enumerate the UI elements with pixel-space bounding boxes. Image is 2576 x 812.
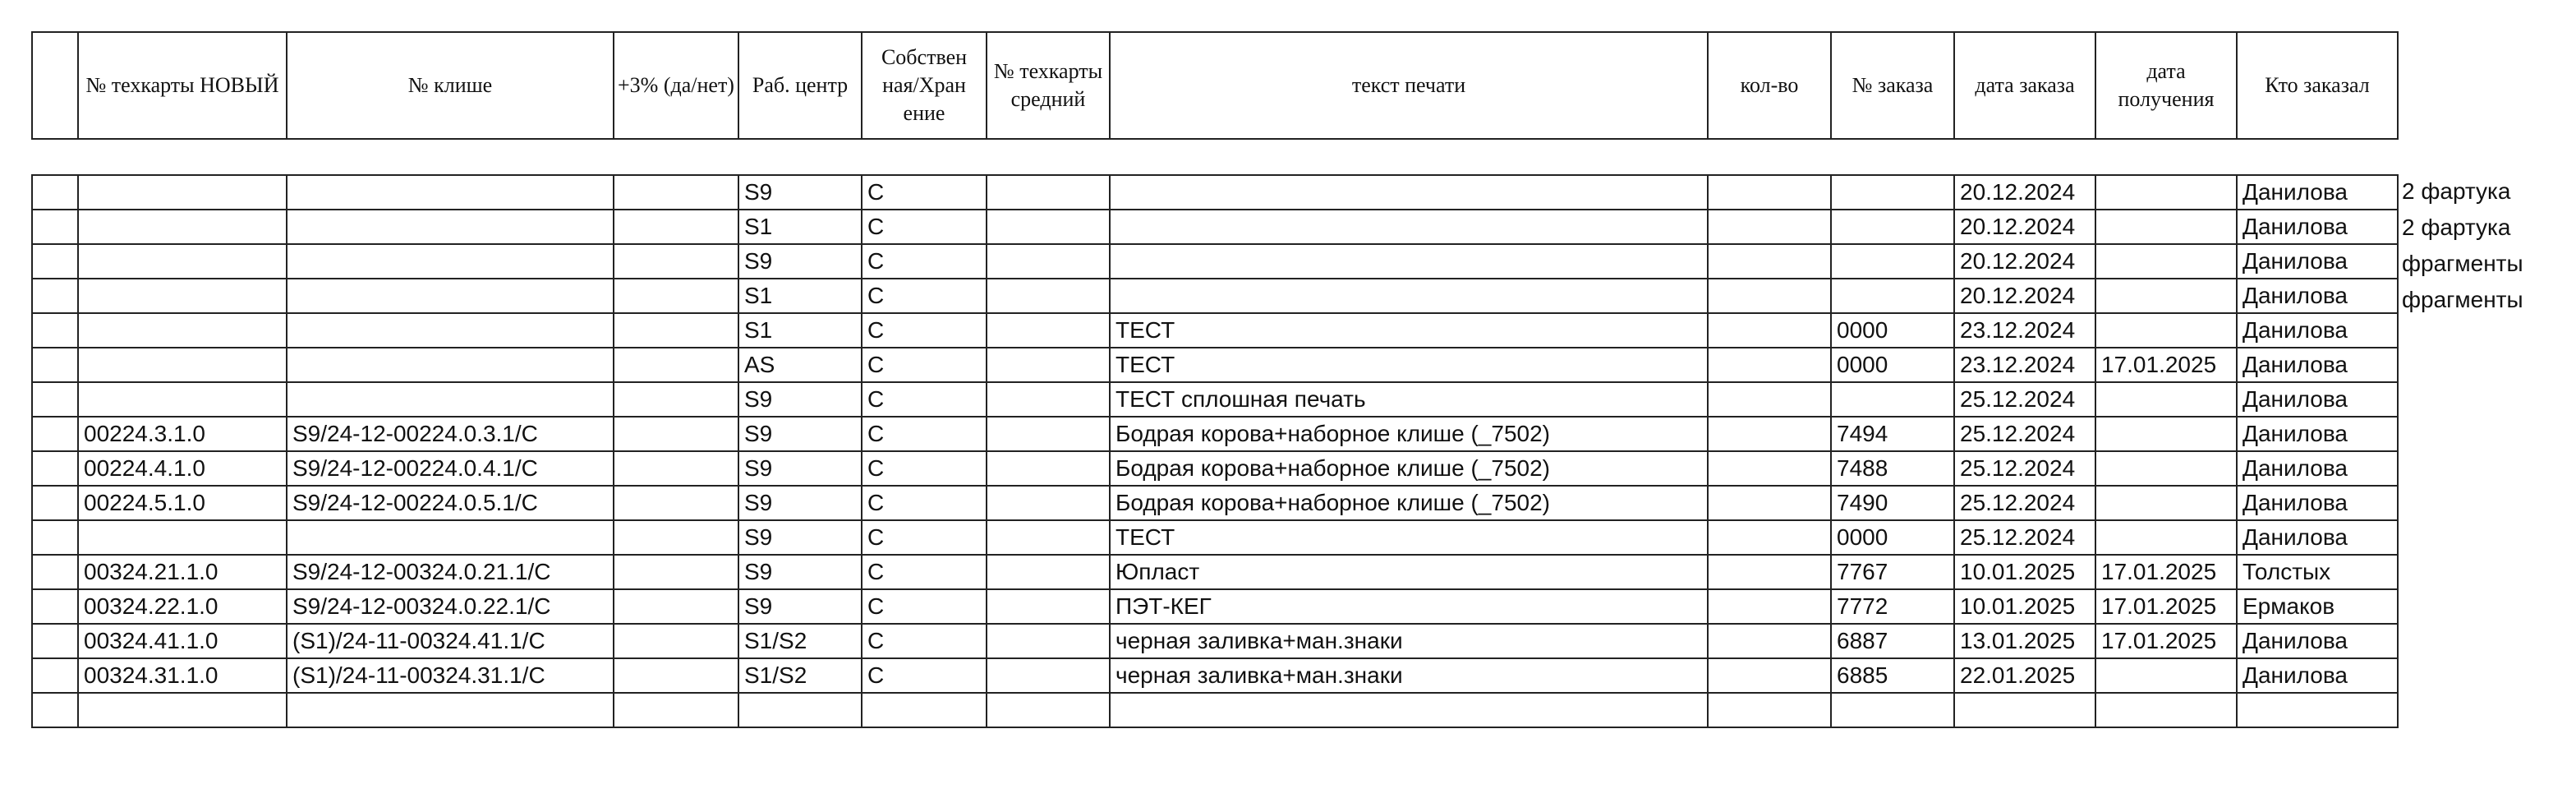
row-marker-cell xyxy=(32,279,78,313)
techcard-mid-cell xyxy=(987,520,1110,555)
quantity-cell xyxy=(1708,348,1831,382)
ownership-cell: C xyxy=(862,279,987,313)
quantity-cell xyxy=(1708,175,1831,210)
quantity-cell xyxy=(1708,279,1831,313)
order-number-cell xyxy=(1831,175,1954,210)
ownership-cell: C xyxy=(862,348,987,382)
ordered-by-cell: Толстых xyxy=(2237,555,2398,589)
cliche-cell: S9/24-12-00224.0.4.1/C xyxy=(287,451,614,486)
techcard-cell: 00324.41.1.0 xyxy=(78,624,287,658)
ownership-cell: C xyxy=(862,244,987,279)
quantity-cell xyxy=(1708,658,1831,693)
work-center-cell: S9 xyxy=(738,589,862,624)
techcard-cell: 00224.3.1.0 xyxy=(78,417,287,451)
work-center-cell: S1 xyxy=(738,313,862,348)
ownership-cell: C xyxy=(862,451,987,486)
row-marker-cell xyxy=(32,486,78,520)
plus3-cell xyxy=(614,244,738,279)
ordered-by-cell: Данилова xyxy=(2237,451,2398,486)
ordered-by-cell: Ермаков xyxy=(2237,589,2398,624)
quantity-cell xyxy=(1708,313,1831,348)
table-row xyxy=(32,624,2398,658)
techcard-mid-cell xyxy=(987,417,1110,451)
ownership-cell: C xyxy=(862,417,987,451)
quantity-cell xyxy=(1708,382,1831,417)
quantity-cell xyxy=(1708,693,1831,727)
order-date-cell: 25.12.2024 xyxy=(1954,382,2095,417)
plus3-cell xyxy=(614,520,738,555)
column-header-quantity: кол-во xyxy=(1708,32,1831,139)
ordered-by-cell: Данилова xyxy=(2237,520,2398,555)
row-note: 2 фартука xyxy=(2402,215,2511,240)
techcard-cell xyxy=(78,382,287,417)
quantity-cell xyxy=(1708,244,1831,279)
print-text-cell: черная заливка+ман.знаки xyxy=(1110,658,1708,693)
techcard-mid-cell xyxy=(987,279,1110,313)
row-marker-cell xyxy=(32,210,78,244)
order-date-cell: 10.01.2025 xyxy=(1954,589,2095,624)
ordered-by-cell: Данилова xyxy=(2237,175,2398,210)
order-number-cell: 7488 xyxy=(1831,451,1954,486)
ownership-cell: C xyxy=(862,555,987,589)
work-center-cell: S1 xyxy=(738,279,862,313)
cliche-cell xyxy=(287,693,614,727)
table-row xyxy=(32,244,2398,279)
table-row xyxy=(32,210,2398,244)
work-center-cell: S9 xyxy=(738,417,862,451)
ordered-by-cell: Данилова xyxy=(2237,624,2398,658)
row-marker-cell xyxy=(32,417,78,451)
column-header-work-center: Раб. центр xyxy=(738,32,862,139)
quantity-cell xyxy=(1708,555,1831,589)
ordered-by-cell: Данилова xyxy=(2237,210,2398,244)
order-number-cell: 0000 xyxy=(1831,313,1954,348)
receive-date-cell xyxy=(2095,658,2237,693)
plus3-cell xyxy=(614,417,738,451)
techcard-mid-cell xyxy=(987,313,1110,348)
order-number-cell xyxy=(1831,382,1954,417)
ownership-cell: C xyxy=(862,624,987,658)
receive-date-cell xyxy=(2095,279,2237,313)
row-marker-cell xyxy=(32,244,78,279)
techcard-cell xyxy=(78,175,287,210)
table-row xyxy=(32,589,2398,624)
table-row xyxy=(32,486,2398,520)
orders-table xyxy=(31,174,2399,728)
cliche-cell xyxy=(287,520,614,555)
techcard-cell xyxy=(78,279,287,313)
techcard-mid-cell xyxy=(987,382,1110,417)
order-date-cell: 25.12.2024 xyxy=(1954,417,2095,451)
receive-date-cell xyxy=(2095,693,2237,727)
print-text-cell: Юпласт xyxy=(1110,555,1708,589)
order-number-cell xyxy=(1831,693,1954,727)
row-marker-cell xyxy=(32,451,78,486)
cliche-cell: S9/24-12-00324.0.21.1/C xyxy=(287,555,614,589)
plus3-cell xyxy=(614,589,738,624)
row-note: фрагменты xyxy=(2402,287,2523,312)
quantity-cell xyxy=(1708,624,1831,658)
plus3-cell xyxy=(614,486,738,520)
ownership-cell: C xyxy=(862,210,987,244)
order-date-cell: 10.01.2025 xyxy=(1954,555,2095,589)
order-number-cell: 7772 xyxy=(1831,589,1954,624)
techcard-cell xyxy=(78,313,287,348)
table-row xyxy=(32,658,2398,693)
work-center-cell: S9 xyxy=(738,555,862,589)
ordered-by-cell: Данилова xyxy=(2237,348,2398,382)
order-date-cell xyxy=(1954,693,2095,727)
work-center-cell: S9 xyxy=(738,451,862,486)
order-date-cell: 23.12.2024 xyxy=(1954,313,2095,348)
table-row xyxy=(32,555,2398,589)
techcard-cell xyxy=(78,244,287,279)
receive-date-cell: 17.01.2025 xyxy=(2095,589,2237,624)
quantity-cell xyxy=(1708,520,1831,555)
order-number-cell: 0000 xyxy=(1831,348,1954,382)
row-marker-cell xyxy=(32,348,78,382)
ownership-cell xyxy=(862,693,987,727)
techcard-mid-cell xyxy=(987,658,1110,693)
ordered-by-cell: Данилова xyxy=(2237,244,2398,279)
print-text-cell: ТЕСТ сплошная печать xyxy=(1110,382,1708,417)
order-date-cell: 13.01.2025 xyxy=(1954,624,2095,658)
print-text-cell: ТЕСТ xyxy=(1110,348,1708,382)
order-date-cell: 23.12.2024 xyxy=(1954,348,2095,382)
order-number-cell: 7767 xyxy=(1831,555,1954,589)
work-center-cell: S9 xyxy=(738,382,862,417)
quantity-cell xyxy=(1708,486,1831,520)
ordered-by-cell: Данилова xyxy=(2237,279,2398,313)
ordered-by-cell xyxy=(2237,693,2398,727)
plus3-cell xyxy=(614,175,738,210)
order-number-cell: 0000 xyxy=(1831,520,1954,555)
techcard-mid-cell xyxy=(987,486,1110,520)
table-row xyxy=(32,175,2398,210)
cliche-cell xyxy=(287,210,614,244)
receive-date-cell xyxy=(2095,451,2237,486)
techcard-cell xyxy=(78,693,287,727)
cliche-cell: (S1)/24-11-00324.41.1/C xyxy=(287,624,614,658)
plus3-cell xyxy=(614,555,738,589)
work-center-cell: S1/S2 xyxy=(738,658,862,693)
work-center-cell: S9 xyxy=(738,244,862,279)
order-date-cell: 25.12.2024 xyxy=(1954,486,2095,520)
plus3-cell xyxy=(614,210,738,244)
print-text-cell xyxy=(1110,693,1708,727)
techcard-cell: 00224.5.1.0 xyxy=(78,486,287,520)
row-marker-cell xyxy=(32,555,78,589)
quantity-cell xyxy=(1708,451,1831,486)
techcard-mid-cell xyxy=(987,210,1110,244)
plus3-cell xyxy=(614,658,738,693)
order-date-cell: 20.12.2024 xyxy=(1954,244,2095,279)
column-header-plus3: +3% (да/нет) xyxy=(614,32,738,139)
plus3-cell xyxy=(614,382,738,417)
receive-date-cell: 17.01.2025 xyxy=(2095,624,2237,658)
work-center-cell: AS xyxy=(738,348,862,382)
row-marker-cell xyxy=(32,175,78,210)
column-header-order-date: дата заказа xyxy=(1954,32,2095,139)
table-row xyxy=(32,313,2398,348)
column-header-order-number: № заказа xyxy=(1831,32,1954,139)
row-marker-cell xyxy=(32,624,78,658)
order-number-cell: 7494 xyxy=(1831,417,1954,451)
techcard-cell: 00324.21.1.0 xyxy=(78,555,287,589)
work-center-cell: S1 xyxy=(738,210,862,244)
table-row xyxy=(32,417,2398,451)
print-text-cell: Бодрая корова+наборное клише (_7502) xyxy=(1110,486,1708,520)
cliche-cell xyxy=(287,348,614,382)
ownership-cell: C xyxy=(862,175,987,210)
row-marker-cell xyxy=(32,589,78,624)
print-text-cell: ТЕСТ xyxy=(1110,313,1708,348)
print-text-cell: ПЭТ-КЕГ xyxy=(1110,589,1708,624)
cliche-cell: S9/24-12-00324.0.22.1/C xyxy=(287,589,614,624)
plus3-cell xyxy=(614,624,738,658)
receive-date-cell: 17.01.2025 xyxy=(2095,348,2237,382)
row-marker-cell xyxy=(32,658,78,693)
work-center-cell: S9 xyxy=(738,486,862,520)
work-center-cell: S9 xyxy=(738,175,862,210)
ordered-by-cell: Данилова xyxy=(2237,486,2398,520)
table-row xyxy=(32,451,2398,486)
column-header-ownership: Собствен ная/Хран ение xyxy=(862,32,987,139)
techcard-cell xyxy=(78,348,287,382)
order-date-cell: 25.12.2024 xyxy=(1954,520,2095,555)
table-row xyxy=(32,520,2398,555)
techcard-mid-cell xyxy=(987,624,1110,658)
column-header-ordered-by: Кто заказал xyxy=(2237,32,2398,139)
cliche-cell xyxy=(287,244,614,279)
techcard-cell xyxy=(78,520,287,555)
plus3-cell xyxy=(614,693,738,727)
techcard-mid-cell xyxy=(987,589,1110,624)
row-marker-cell xyxy=(32,313,78,348)
techcard-mid-cell xyxy=(987,175,1110,210)
cliche-cell: S9/24-12-00224.0.3.1/C xyxy=(287,417,614,451)
column-header-techcard-mid: № техкарты средний xyxy=(987,32,1110,139)
print-text-cell xyxy=(1110,279,1708,313)
table-row xyxy=(32,279,2398,313)
print-text-cell: Бодрая корова+наборное клише (_7502) xyxy=(1110,451,1708,486)
techcard-mid-cell xyxy=(987,693,1110,727)
techcard-cell: 00224.4.1.0 xyxy=(78,451,287,486)
order-number-cell: 7490 xyxy=(1831,486,1954,520)
row-marker-cell xyxy=(32,382,78,417)
ownership-cell: C xyxy=(862,313,987,348)
order-date-cell: 25.12.2024 xyxy=(1954,451,2095,486)
order-date-cell: 20.12.2024 xyxy=(1954,175,2095,210)
cliche-cell: S9/24-12-00224.0.5.1/C xyxy=(287,486,614,520)
techcard-cell xyxy=(78,210,287,244)
row-marker-cell xyxy=(32,520,78,555)
ordered-by-cell: Данилова xyxy=(2237,417,2398,451)
header-table xyxy=(31,31,2399,140)
plus3-cell xyxy=(614,313,738,348)
print-text-cell: ТЕСТ xyxy=(1110,520,1708,555)
table-row xyxy=(32,382,2398,417)
quantity-cell xyxy=(1708,589,1831,624)
techcard-mid-cell xyxy=(987,555,1110,589)
ownership-cell: C xyxy=(862,520,987,555)
receive-date-cell xyxy=(2095,210,2237,244)
quantity-cell xyxy=(1708,417,1831,451)
column-header-cliche: № клише xyxy=(287,32,614,139)
receive-date-cell xyxy=(2095,382,2237,417)
receive-date-cell xyxy=(2095,417,2237,451)
row-marker-header xyxy=(32,32,78,139)
techcard-mid-cell xyxy=(987,348,1110,382)
row-note: фрагменты xyxy=(2402,251,2523,276)
ordered-by-cell: Данилова xyxy=(2237,313,2398,348)
techcard-cell: 00324.22.1.0 xyxy=(78,589,287,624)
print-text-cell: черная заливка+ман.знаки xyxy=(1110,624,1708,658)
ownership-cell: C xyxy=(862,658,987,693)
column-header-print-text: текст печати xyxy=(1110,32,1708,139)
receive-date-cell xyxy=(2095,486,2237,520)
order-number-cell xyxy=(1831,244,1954,279)
plus3-cell xyxy=(614,279,738,313)
receive-date-cell xyxy=(2095,313,2237,348)
work-center-cell: S1/S2 xyxy=(738,624,862,658)
cliche-cell: (S1)/24-11-00324.31.1/C xyxy=(287,658,614,693)
column-header-receive-date: дата получения xyxy=(2095,32,2237,139)
techcard-mid-cell xyxy=(987,451,1110,486)
receive-date-cell: 17.01.2025 xyxy=(2095,555,2237,589)
order-number-cell: 6887 xyxy=(1831,624,1954,658)
plus3-cell xyxy=(614,348,738,382)
table-row xyxy=(32,693,2398,727)
print-text-cell xyxy=(1110,175,1708,210)
column-header-techcard-new: № техкарты НОВЫЙ xyxy=(78,32,287,139)
row-note: 2 фартука xyxy=(2402,178,2511,204)
order-number-cell xyxy=(1831,210,1954,244)
receive-date-cell xyxy=(2095,244,2237,279)
ordered-by-cell: Данилова xyxy=(2237,658,2398,693)
plus3-cell xyxy=(614,451,738,486)
row-marker-cell xyxy=(32,693,78,727)
work-center-cell: S9 xyxy=(738,520,862,555)
order-date-cell: 20.12.2024 xyxy=(1954,210,2095,244)
techcard-mid-cell xyxy=(987,244,1110,279)
ownership-cell: C xyxy=(862,382,987,417)
quantity-cell xyxy=(1708,210,1831,244)
print-text-cell xyxy=(1110,210,1708,244)
cliche-cell xyxy=(287,313,614,348)
cliche-cell xyxy=(287,279,614,313)
work-center-cell xyxy=(738,693,862,727)
order-number-cell xyxy=(1831,279,1954,313)
print-text-cell: Бодрая корова+наборное клише (_7502) xyxy=(1110,417,1708,451)
order-date-cell: 22.01.2025 xyxy=(1954,658,2095,693)
order-date-cell: 20.12.2024 xyxy=(1954,279,2095,313)
ownership-cell: C xyxy=(862,486,987,520)
order-number-cell: 6885 xyxy=(1831,658,1954,693)
receive-date-cell xyxy=(2095,520,2237,555)
cliche-cell xyxy=(287,175,614,210)
header-row xyxy=(32,32,2398,139)
print-text-cell xyxy=(1110,244,1708,279)
table-row xyxy=(32,348,2398,382)
receive-date-cell xyxy=(2095,175,2237,210)
techcard-cell: 00324.31.1.0 xyxy=(78,658,287,693)
ownership-cell: C xyxy=(862,589,987,624)
ordered-by-cell: Данилова xyxy=(2237,382,2398,417)
cliche-cell xyxy=(287,382,614,417)
